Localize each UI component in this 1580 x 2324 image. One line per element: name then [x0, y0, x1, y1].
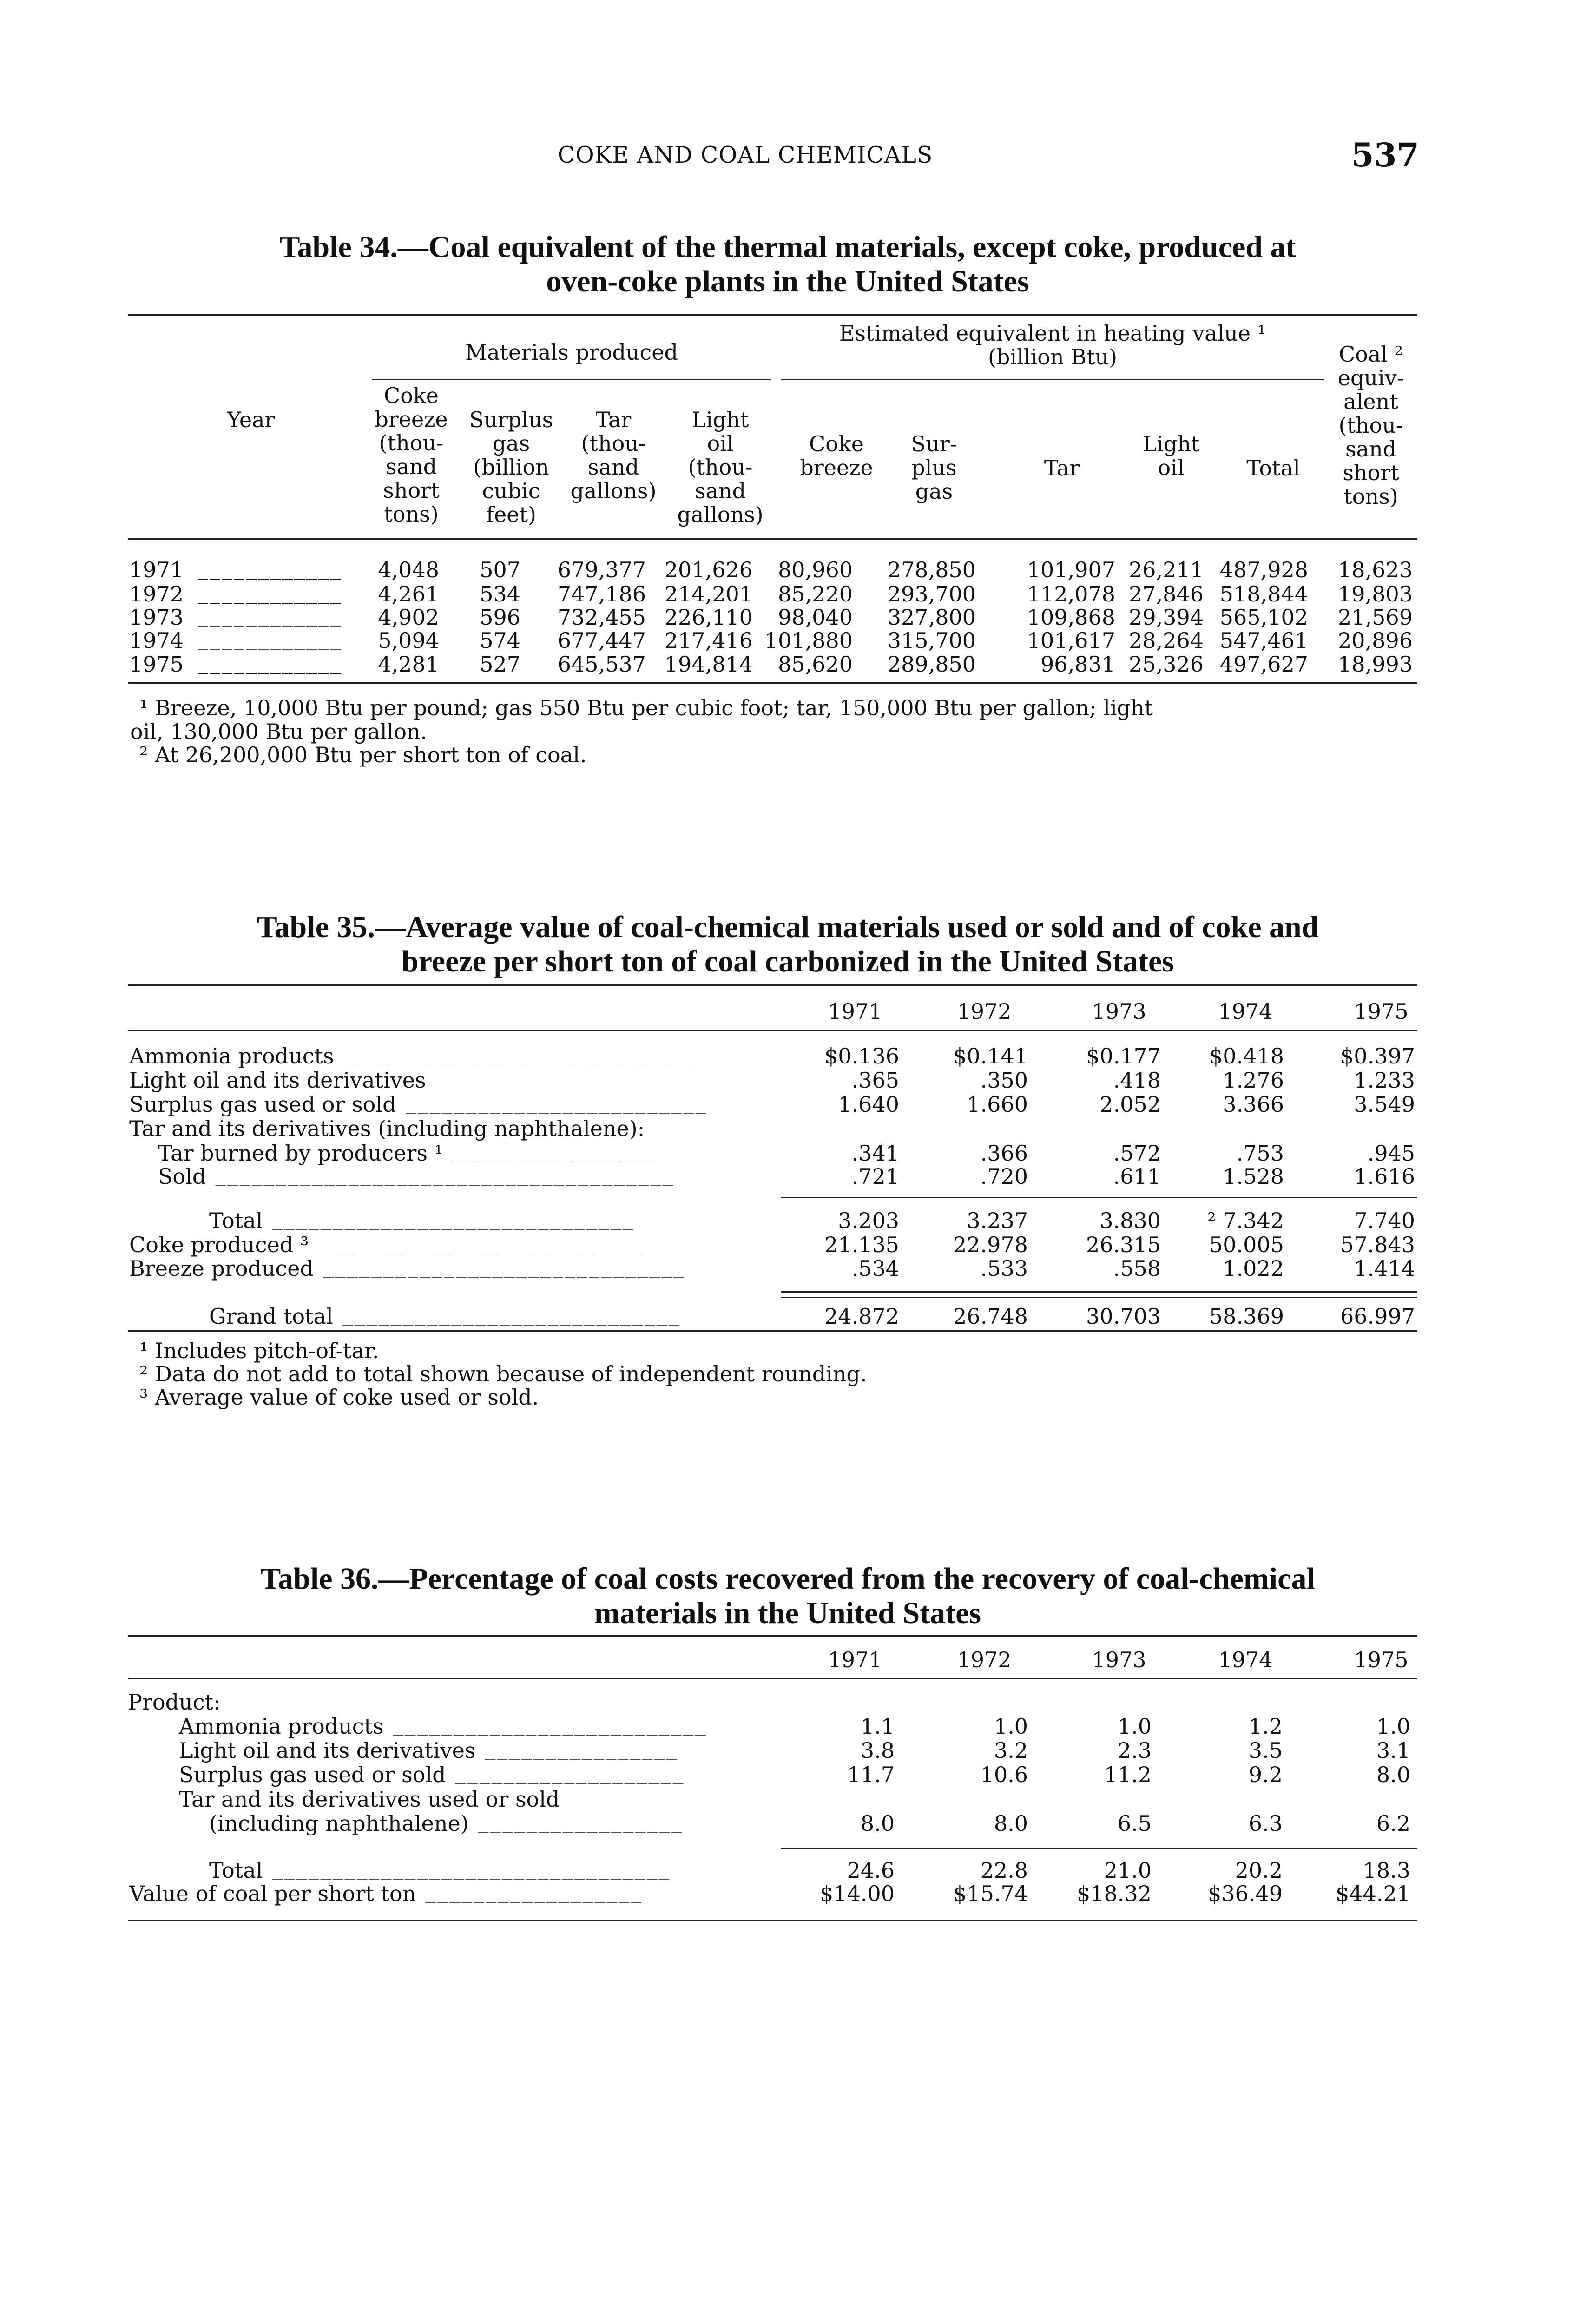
table36-cell: 22.8 — [980, 1858, 1028, 1883]
table36-title-line2: materials in the United States — [594, 1596, 981, 1630]
table34-cell: 5,094 — [378, 628, 439, 653]
table36-year-col: 1971 — [828, 1647, 882, 1672]
table34-cell: 96,831 — [1040, 652, 1115, 677]
table36-cell: $36.49 — [1208, 1881, 1283, 1906]
table36-product-label: Product: — [128, 1690, 221, 1715]
table34-cell: 4,261 — [378, 581, 439, 607]
table35-cell: 24.872 — [824, 1304, 899, 1329]
table35-cell: 1.276 — [1223, 1068, 1284, 1093]
table34-cell: 18,623 — [1338, 557, 1413, 582]
table34-cell: 27,846 — [1129, 581, 1204, 607]
table36-cell: 3.1 — [1376, 1738, 1410, 1763]
table35-row-label: Breeze produced — [129, 1256, 314, 1281]
table36-cell: 21.0 — [1104, 1858, 1152, 1883]
table34-cell: 487,928 — [1219, 557, 1308, 582]
table35-cell: 3.366 — [1223, 1092, 1284, 1117]
table34-col-est-surplus-gas: Sur- plus gas — [911, 431, 957, 504]
table35-leader-dots: ______________________________ — [323, 1254, 685, 1278]
table34-leader-dots: ____________ — [198, 579, 342, 604]
table35-cell: 1.414 — [1354, 1256, 1415, 1281]
table35-row-label: Ammonia products — [129, 1043, 334, 1069]
table35-cell: 3.203 — [838, 1208, 899, 1233]
table36-cell: 6.2 — [1376, 1811, 1410, 1836]
table34-cell: 4,902 — [378, 605, 439, 630]
table35-leader-dots: ____________________________ — [342, 1301, 681, 1326]
table35-leader-dots: ______________________________ — [272, 1206, 635, 1230]
table35-cell: .341 — [851, 1141, 899, 1166]
table34-bottom-rule — [128, 682, 1417, 684]
table35-year-col: 1971 — [828, 999, 882, 1024]
table34-cell: 645,537 — [557, 652, 646, 677]
table36-cell: 1.0 — [1376, 1714, 1410, 1739]
table34-cell: 679,377 — [557, 557, 646, 582]
table35-cell: 2.052 — [1099, 1092, 1161, 1117]
table36-cell: 10.6 — [980, 1762, 1028, 1787]
table36-cell: 1.0 — [1117, 1714, 1152, 1739]
table34-cell: 201,626 — [664, 557, 753, 582]
table36-row-label: Light oil and its derivatives — [179, 1738, 476, 1763]
table35-leader-dots: _________________ — [452, 1138, 658, 1162]
table34-year: 1974 — [129, 628, 184, 653]
table34-cell: 747,186 — [557, 581, 646, 607]
table34-cell: 4,281 — [378, 652, 439, 677]
table35-cell: 1.022 — [1223, 1256, 1284, 1281]
table35-footnote3: ³ Average value of coke used or sold. — [139, 1385, 539, 1410]
table34-cell: 25,326 — [1129, 652, 1204, 677]
table36-row-label: Tar and its derivatives used or sold — [179, 1787, 560, 1812]
table34-leader-dots: ____________ — [198, 602, 342, 627]
table35-cell: 30.703 — [1086, 1304, 1161, 1329]
table34-cell: 101,907 — [1027, 557, 1115, 582]
table34-title-line2: oven-coke plants in the United States — [546, 264, 1029, 298]
table36-cell: 11.7 — [847, 1762, 895, 1787]
table34-cell: 20,896 — [1338, 628, 1413, 653]
table34-cell: 289,850 — [887, 652, 976, 677]
table34-cell: 527 — [480, 652, 520, 677]
table35-cell: .572 — [1113, 1141, 1161, 1166]
table35-cell: .721 — [851, 1164, 899, 1189]
table36-leader-dots: ________________ — [485, 1736, 678, 1760]
table36-bottom-rule — [128, 1920, 1417, 1921]
table36-year-col: 1975 — [1354, 1647, 1409, 1672]
table36-year-col: 1974 — [1218, 1647, 1273, 1672]
table35-cell: .533 — [980, 1256, 1028, 1281]
table35-cell: $0.136 — [824, 1043, 899, 1069]
table34-year: 1971 — [129, 557, 184, 582]
table36-cell: 20.2 — [1235, 1858, 1283, 1883]
table34-cell: 85,220 — [778, 581, 853, 607]
running-head: COKE AND COAL CHEMICALS — [558, 142, 933, 168]
table34-cell: 315,700 — [887, 628, 976, 653]
table34-cell: 547,461 — [1219, 628, 1308, 653]
table35-cell: ² 7.342 — [1207, 1208, 1284, 1233]
table35-row-label: Tar and its derivatives (including naphthalene): — [129, 1116, 645, 1141]
table36-cell: $44.21 — [1336, 1881, 1410, 1906]
table34-cell: 4,048 — [378, 557, 439, 582]
table35-cell: .534 — [851, 1256, 899, 1281]
table34-col-est-coke-breeze: Coke breeze — [800, 431, 873, 480]
table36-year-col: 1972 — [957, 1647, 1012, 1672]
table35-row-label: Light oil and its derivatives — [129, 1068, 426, 1093]
table34-col-year: Year — [227, 407, 275, 432]
table34-cell: 278,850 — [887, 557, 976, 582]
table35-leader-dots: _________________________ — [405, 1089, 708, 1114]
table36-leader-dots: _________________________________ — [272, 1855, 671, 1880]
table35-leader-dots: _____________________________ — [343, 1041, 694, 1065]
table34-col-tar: Tar (thou- sand gallons) — [570, 407, 657, 503]
table35-cell: 1.616 — [1354, 1164, 1415, 1189]
table35-year-col: 1972 — [957, 999, 1012, 1024]
table35-cell: .418 — [1113, 1068, 1161, 1093]
table36-top-rule — [128, 1635, 1417, 1637]
table35-footnote2: ² Data do not add to total shown because of independent rounding. — [139, 1361, 867, 1386]
table35-row-label: Surplus gas used or sold — [129, 1092, 396, 1117]
table35-cell: .720 — [980, 1164, 1028, 1189]
table34-group-materials: Materials produced — [465, 340, 678, 365]
table35-leader-dots: ______________________________________ — [215, 1162, 675, 1186]
table34-cell: 28,264 — [1129, 628, 1204, 653]
table35-row-label: Tar burned by producers ¹ — [158, 1141, 443, 1166]
table34-cell: 29,394 — [1129, 605, 1204, 630]
table34-cell: 596 — [480, 605, 520, 630]
table34-year: 1975 — [129, 652, 184, 677]
table36-leader-dots: __________________________ — [393, 1711, 707, 1736]
table35-cell: 1.640 — [838, 1092, 899, 1117]
table36-cell: $15.74 — [953, 1881, 1028, 1906]
table34-header-rule — [128, 538, 1417, 540]
table36-cell: 9.2 — [1248, 1762, 1283, 1787]
table34-year: 1972 — [129, 581, 184, 607]
table35-cell: 26.315 — [1086, 1232, 1161, 1257]
table36-cell: 3.8 — [860, 1738, 895, 1763]
table35-grand-rule-2 — [781, 1297, 1417, 1298]
table36-row-label: Surplus gas used or sold — [179, 1762, 446, 1787]
table34-col-coke-breeze: Coke breeze (thou- sand short tons) — [375, 383, 448, 527]
table36-year-col: 1973 — [1092, 1647, 1146, 1672]
table35-year-col: 1975 — [1354, 999, 1409, 1024]
table36-leader-dots: ___________________ — [455, 1760, 685, 1784]
table36-cell: 1.0 — [994, 1714, 1028, 1739]
table35-cell: .945 — [1367, 1141, 1415, 1166]
table34-footnote2: ² At 26,200,000 Btu per short ton of coal. — [139, 742, 587, 767]
table36-cell: 3.5 — [1248, 1738, 1283, 1763]
table34-cell: 18,993 — [1338, 652, 1413, 677]
table35-year-col: 1974 — [1218, 999, 1273, 1024]
table34-cell: 518,844 — [1219, 581, 1308, 607]
table36-cell: 8.0 — [994, 1811, 1028, 1836]
table35-cell: .365 — [851, 1068, 899, 1093]
table35-cell: 57.843 — [1340, 1232, 1415, 1257]
table35-total-rule — [781, 1197, 1417, 1198]
table34-footnote1-line1: ¹ Breeze, 10,000 Btu per pound; gas 550 Btu per cubic foot; tar, 150,000 Btu per gallon; light — [139, 695, 1153, 720]
table34-leader-dots: ____________ — [198, 625, 342, 650]
table35-cell: 1.233 — [1354, 1068, 1415, 1093]
table35-cell: 7.740 — [1354, 1208, 1415, 1233]
table35-title-line2: breeze per short ton of coal carbonized in the United States — [401, 944, 1174, 978]
table34-year: 1973 — [129, 605, 184, 630]
table34-cell: 85,620 — [778, 652, 853, 677]
table34-cell: 497,627 — [1219, 652, 1308, 677]
table36-cell: 2.3 — [1117, 1738, 1152, 1763]
table36-title-line1: Table 36.—Percentage of coal costs recovered from the recovery of coal-chemical — [260, 1562, 1315, 1596]
table34-title-line1: Table 34.—Coal equivalent of the thermal materials, except coke, produced at — [279, 230, 1296, 264]
table36-row-label: Ammonia products — [179, 1714, 384, 1739]
table34-cell: 574 — [480, 628, 520, 653]
table36-row-label: Total — [209, 1858, 263, 1883]
table36-cell: 3.2 — [994, 1738, 1028, 1763]
table34-cell: 112,078 — [1027, 581, 1115, 607]
table36-cell: 8.0 — [860, 1811, 895, 1836]
table34-estimated-rule — [781, 379, 1324, 380]
table35-cell: 1.528 — [1223, 1164, 1284, 1189]
table34-cell: 101,617 — [1027, 628, 1115, 653]
table35-title-line1: Table 35.—Average value of coal-chemical materials used or sold and of coke and — [257, 910, 1319, 944]
table35-cell: 22.978 — [953, 1232, 1028, 1257]
table35-cell: $0.141 — [953, 1043, 1028, 1069]
table34-cell: 565,102 — [1219, 605, 1308, 630]
table35-cell: $0.418 — [1209, 1043, 1284, 1069]
table34-cell: 101,880 — [764, 628, 853, 653]
table36-row-label: (including naphthalene) — [209, 1811, 469, 1836]
table36-cell: 18.3 — [1363, 1858, 1410, 1883]
table34-top-rule — [128, 314, 1417, 316]
table34-cell: 293,700 — [887, 581, 976, 607]
table34-cell: 26,211 — [1129, 557, 1204, 582]
table35-row-label: Total — [209, 1208, 263, 1233]
table34-group-estimated: Estimated equivalent in heating value ¹ (billion Btu) — [839, 321, 1266, 370]
table35-bottom-rule — [128, 1330, 1417, 1332]
table35-footnote1: ¹ Includes pitch-of-tar. — [139, 1338, 379, 1363]
table34-materials-rule — [372, 379, 771, 380]
table35-cell: 3.549 — [1354, 1092, 1415, 1117]
table36-header-rule — [128, 1678, 1417, 1679]
table34-cell: 732,455 — [557, 605, 646, 630]
table35-row-label: Grand total — [209, 1304, 333, 1329]
table34-leader-dots: ____________ — [198, 649, 342, 674]
table36-cell: 1.2 — [1248, 1714, 1283, 1739]
table35-cell: $0.397 — [1340, 1043, 1415, 1069]
table36-cell: 8.0 — [1376, 1762, 1410, 1787]
table35-row-label: Sold — [158, 1164, 206, 1189]
table35-row-label: Coke produced ³ — [129, 1232, 309, 1257]
table35-cell: 26.748 — [953, 1304, 1028, 1329]
table34-cell: 534 — [480, 581, 520, 607]
table34-cell: 98,040 — [778, 605, 853, 630]
table34-cell: 109,868 — [1027, 605, 1115, 630]
table34-col-est-light-oil: Light oil — [1142, 431, 1200, 480]
table34-col-est-tar: Tar — [1044, 456, 1080, 481]
table35-cell: .350 — [980, 1068, 1028, 1093]
table36-cell: $18.32 — [1077, 1881, 1152, 1906]
table34-cell: 19,803 — [1338, 581, 1413, 607]
table35-grand-rule-1 — [781, 1291, 1417, 1293]
table34-cell: 327,800 — [887, 605, 976, 630]
table34-leader-dots: ____________ — [198, 555, 342, 580]
table34-col-light-oil: Light oil (thou- sand gallons) — [677, 407, 764, 527]
table35-top-rule — [128, 984, 1417, 986]
table35-cell: 50.005 — [1209, 1232, 1284, 1257]
table34-cell: 217,416 — [664, 628, 753, 653]
table34-col-coal-equiv: Coal ² equiv- alent (thou- sand short tons) — [1337, 342, 1404, 509]
table34-col-surplus-gas: Surplus gas (billion cubic feet) — [469, 407, 553, 527]
table35-cell: 1.660 — [967, 1092, 1028, 1117]
table35-leader-dots: ______________________ — [435, 1065, 701, 1089]
table36-title — [195, 1562, 1380, 1631]
table36-cell: 1.1 — [860, 1714, 895, 1739]
table36-cell: 6.5 — [1117, 1811, 1152, 1836]
table35-cell: 3.830 — [1099, 1208, 1161, 1233]
table34-footnote1-line2: oil, 130,000 Btu per gallon. — [130, 719, 428, 744]
table34-cell: 21,569 — [1338, 605, 1413, 630]
table34-cell: 214,201 — [664, 581, 753, 607]
table35-cell: $0.177 — [1086, 1043, 1161, 1069]
table35-cell: 58.369 — [1209, 1304, 1284, 1329]
table35-leader-dots: ______________________________ — [318, 1230, 681, 1254]
table36-leader-dots: __________________ — [425, 1879, 643, 1903]
page-number: 537 — [1351, 136, 1420, 174]
table36-row-label: Value of coal per short ton — [129, 1881, 416, 1906]
table35-cell: .366 — [980, 1141, 1028, 1166]
table35-cell: .611 — [1113, 1164, 1161, 1189]
table35-cell: 21.135 — [824, 1232, 899, 1257]
table34-col-est-total: Total — [1246, 456, 1300, 481]
table36-cell: 24.6 — [847, 1858, 895, 1883]
table35-title — [195, 910, 1380, 979]
table34-cell: 507 — [480, 557, 520, 582]
table34-cell: 226,110 — [664, 605, 753, 630]
table36-total-rule — [781, 1848, 1417, 1849]
table34-cell: 80,960 — [778, 557, 853, 582]
table34-cell: 194,814 — [664, 652, 753, 677]
table35-cell: .753 — [1236, 1141, 1284, 1166]
table35-year-col: 1973 — [1092, 999, 1146, 1024]
table36-cell: 6.3 — [1248, 1811, 1283, 1836]
table35-cell: 3.237 — [967, 1208, 1028, 1233]
table35-cell: .558 — [1113, 1256, 1161, 1281]
table35-header-rule — [128, 1030, 1417, 1031]
table34-title — [218, 230, 1357, 299]
table36-cell: 11.2 — [1104, 1762, 1152, 1787]
table36-cell: $14.00 — [820, 1881, 895, 1906]
table36-leader-dots: _________________ — [478, 1809, 684, 1833]
table34-cell: 677,447 — [557, 628, 646, 653]
table35-cell: 66.997 — [1340, 1304, 1415, 1329]
